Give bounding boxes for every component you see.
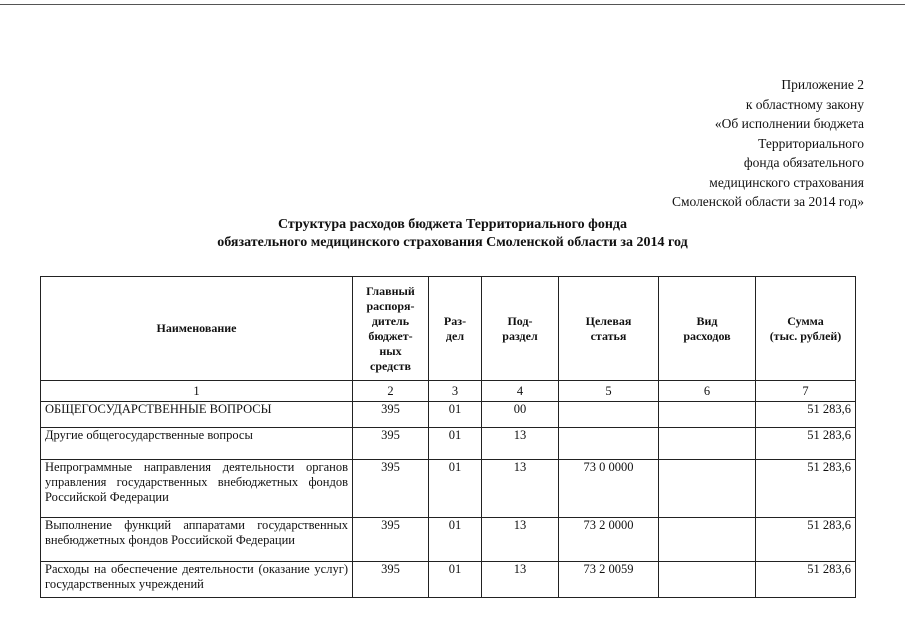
row-subsection: 13 [482, 518, 559, 562]
column-number: 5 [559, 381, 659, 402]
row-admin: 395 [353, 428, 429, 460]
row-name: ОБЩЕГОСУДАРСТВЕННЫЕ ВОПРОСЫ [41, 402, 353, 428]
row-subsection: 00 [482, 402, 559, 428]
row-type [659, 460, 756, 518]
row-target [559, 428, 659, 460]
row-sum: 51 283,6 [756, 402, 856, 428]
row-section: 01 [429, 460, 482, 518]
header-section: Раз- дел [429, 277, 482, 381]
row-section: 01 [429, 562, 482, 598]
appendix-line: «Об исполнении бюджета [714, 116, 864, 131]
table-row [41, 428, 856, 460]
row-name: Другие общегосударственные вопросы [41, 428, 353, 460]
row-section: 01 [429, 428, 482, 460]
row-subsection: 13 [482, 562, 559, 598]
appendix-line: к областному закону [745, 96, 864, 112]
column-number-row [41, 381, 856, 402]
appendix-line: Приложение 2 [781, 77, 864, 92]
row-sum: 51 283,6 [756, 460, 856, 518]
appendix-note [604, 75, 864, 212]
table-row [41, 562, 856, 598]
row-subsection: 13 [482, 460, 559, 518]
row-type [659, 562, 756, 598]
table-row [41, 460, 856, 518]
header-subsection: Под- раздел [482, 277, 559, 381]
row-section: 01 [429, 518, 482, 562]
row-type [659, 518, 756, 562]
column-number: 7 [756, 381, 856, 402]
row-sum: 51 283,6 [756, 562, 856, 598]
header-name: Наименование [41, 277, 353, 381]
row-name: Непрограммные направления деятельности органов управления государственных внебюджетных фондов Российской Федерации [41, 460, 353, 518]
row-target [559, 402, 659, 428]
row-target: 73 2 0059 [559, 562, 659, 598]
column-number: 6 [659, 381, 756, 402]
row-target: 73 2 0000 [559, 518, 659, 562]
appendix-line: Территориального [758, 135, 864, 151]
row-sum: 51 283,6 [756, 428, 856, 460]
title-line-1: Структура расходов бюджета Территориального фонда [278, 217, 627, 232]
table-row [41, 402, 856, 428]
title-line-2: обязательного медицинского страхования Смоленской области за 2014 год [217, 234, 688, 250]
row-subsection: 13 [482, 428, 559, 460]
table-row [41, 518, 856, 562]
column-number: 1 [41, 381, 353, 402]
row-type [659, 428, 756, 460]
row-admin: 395 [353, 402, 429, 428]
appendix-line: фонда обязательного [743, 155, 864, 170]
header-target: Целевая статья [559, 277, 659, 381]
header-sum: Сумма (тыс. рублей) [756, 277, 856, 381]
row-section: 01 [429, 402, 482, 428]
row-type [659, 402, 756, 428]
column-number: 3 [429, 381, 482, 402]
appendix-line: Смоленской области за 2014 год» [671, 194, 864, 209]
budget-structure-table [40, 276, 856, 598]
row-admin: 395 [353, 562, 429, 598]
row-name: Выполнение функций аппаратами государственных внебюджетных фондов Российской Федерации [41, 518, 353, 562]
column-number: 2 [353, 381, 429, 402]
column-number: 4 [482, 381, 559, 402]
row-admin: 395 [353, 518, 429, 562]
document-title [0, 216, 905, 251]
appendix-line: медицинского страхования [709, 174, 864, 190]
row-admin: 395 [353, 460, 429, 518]
header-admin: Главный распоря- дитель бюджет- ных средств [353, 277, 429, 381]
header-type: Вид расходов [659, 277, 756, 381]
row-sum: 51 283,6 [756, 518, 856, 562]
table-header-row [41, 277, 856, 381]
row-target: 73 0 0000 [559, 460, 659, 518]
top-border-line [0, 4, 905, 5]
row-name: Расходы на обеспечение деятельности (оказание услуг) государственных учреждений [41, 562, 353, 598]
